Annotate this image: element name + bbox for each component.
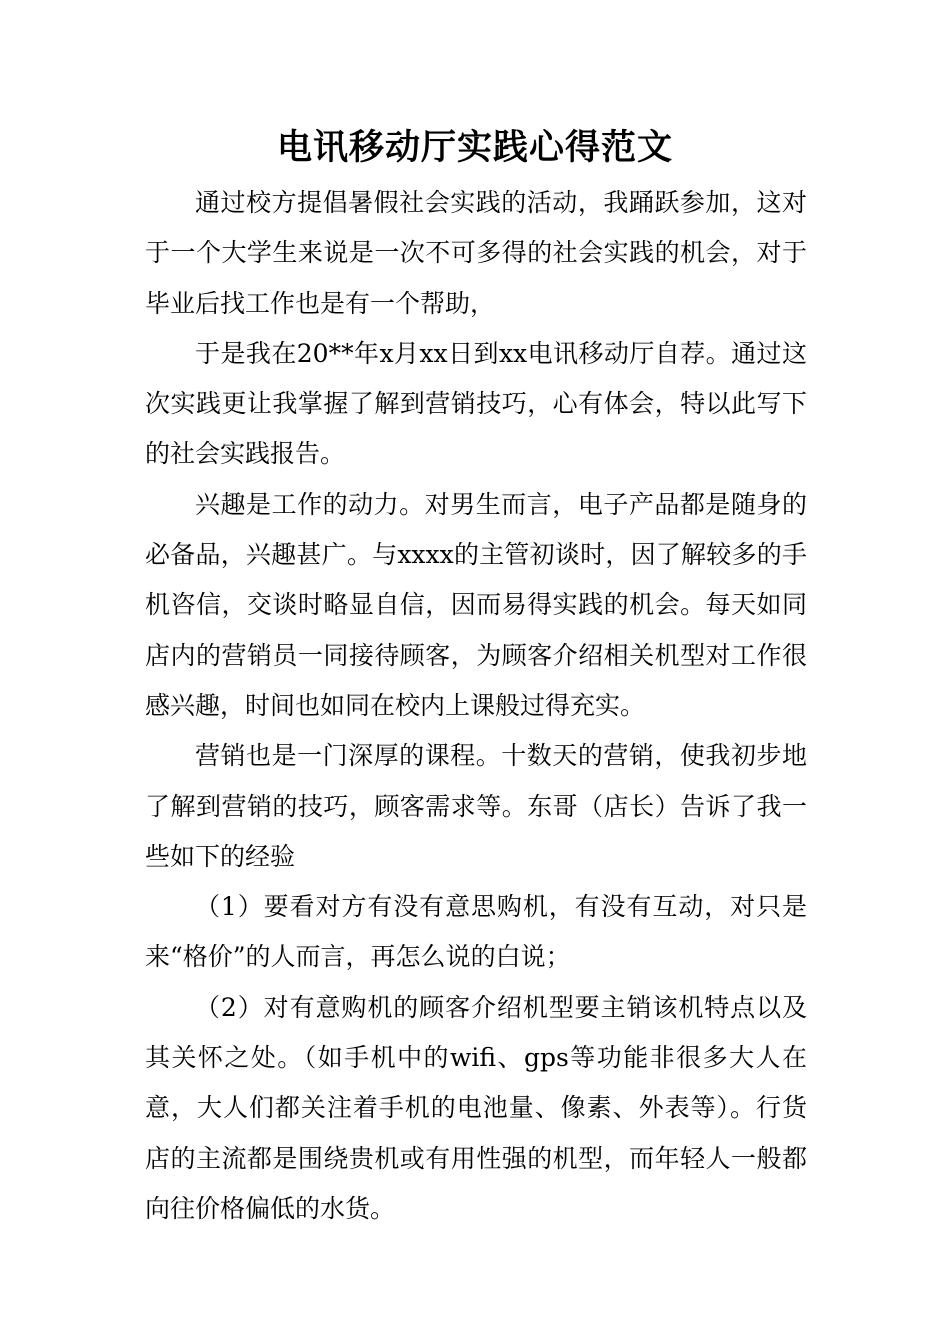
document-body <box>145 178 807 1234</box>
paragraph-5: （1）要看对方有没有意思购机，有没有互动，对只是来“格价”的人而言，再怎么说的白说； <box>145 892 807 972</box>
paragraph-1: 通过校方提倡暑假社会实践的活动，我踊跃参加，这对于一个大学生来说是一次不可多得的社会实践的机会，对于毕业后找工作也是有一个帮助， <box>145 188 807 318</box>
paragraph-6: （2）对有意购机的顾客介绍机型要主销该机特点以及其关怀之处。（如手机中的wifi、gps等功能非很多大人在意，大人们都关注着手机的电池量、像素、外表等）。行货店的主流都是围绕贵机或有用性强的机型，而年轻人一般都向往价格偏低的水货。 <box>145 992 807 1223</box>
paragraph-2: 于是我在20**年x月xx日到xx电讯移动厅自荐。通过这次实践更让我掌握了解到营销技巧，心有体会，特以此写下的社会实践报告。 <box>145 338 807 469</box>
paragraph-4: 营销也是一门深厚的课程。十数天的营销，使我初步地了解到营销的技巧，顾客需求等。东哥（店长）告诉了我一些如下的经验 <box>145 741 807 871</box>
document-title: 电讯移动厅实践心得范文 <box>276 128 673 168</box>
paragraph-3: 兴趣是工作的动力。对男生而言，电子产品都是随身的必备品，兴趣甚广。与xxxx的主管初谈时，因了解较多的手机咨信，交谈时略显自信，因而易得实践的机会。每天如同店内的营销员一同接待顾客，为顾客介绍相关机型对工作很感兴趣，时间也如同在校内上课般过得充实。 <box>145 489 807 720</box>
